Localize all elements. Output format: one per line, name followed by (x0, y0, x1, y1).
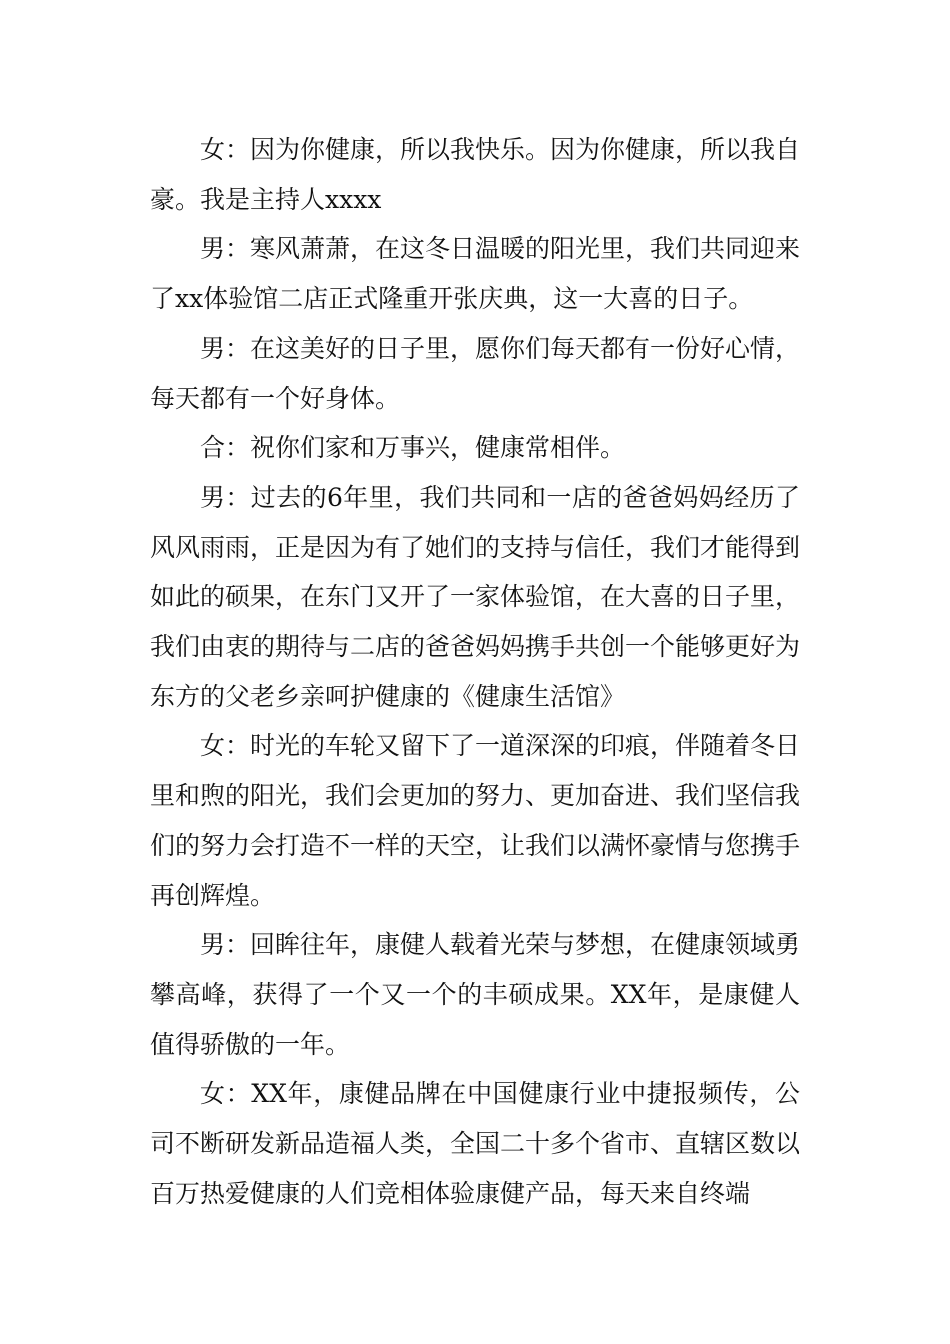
paragraph-1: 女：因为你健康，所以我快乐。因为你健康，所以我自豪。我是主持人xxxx (150, 135, 801, 214)
paragraph-2: 男：寒风萧萧，在这冬日温暖的阳光里，我们共同迎来了xx体验馆二店正式隆重开张庆典，这一大喜的日子。 (150, 234, 801, 314)
paragraph-3: 男：在这美好的日子里，愿你们每天都有一份好心情，每天都有一个好身体。 (150, 333, 801, 413)
paragraph-5: 男：过去的6年里，我们共同和一店的爸爸妈妈经历了风风雨雨，正是因为有了她们的支持与信任，我们才能得到如此的硕果，在东门又开了一家体验馆，在大喜的日子里，我们由衷的期待与二店的爸爸妈妈携手共创一个能够更好为东方的父老乡亲呵护健康的《健康生活馆》 (150, 482, 801, 711)
paragraph-4: 合：祝你们家和万事兴，健康常相伴。 (200, 433, 626, 463)
paragraph-6: 女：时光的车轮又留下了一道深深的印痕，伴随着冬日里和煦的阳光，我们会更加的努力、更加奋进、我们坚信我们的努力会打造不一样的天空，让我们以满怀豪情与您携手再创辉煌。 (150, 731, 801, 910)
paragraph-8: 女：XX年，康健品牌在中国健康行业中捷报频传，公司不断研发新品造福人类，全国二十多个省市、直辖区数以百万热爱健康的人们竞相体验康健产品，每天来自终端 (150, 1079, 801, 1208)
paragraph-7: 男：回眸往年，康健人载着光荣与梦想，在健康领域勇攀高峰，获得了一个又一个的丰硕成果。XX年，是康健人值得骄傲的一年。 (150, 930, 801, 1059)
document-body (150, 125, 800, 1218)
